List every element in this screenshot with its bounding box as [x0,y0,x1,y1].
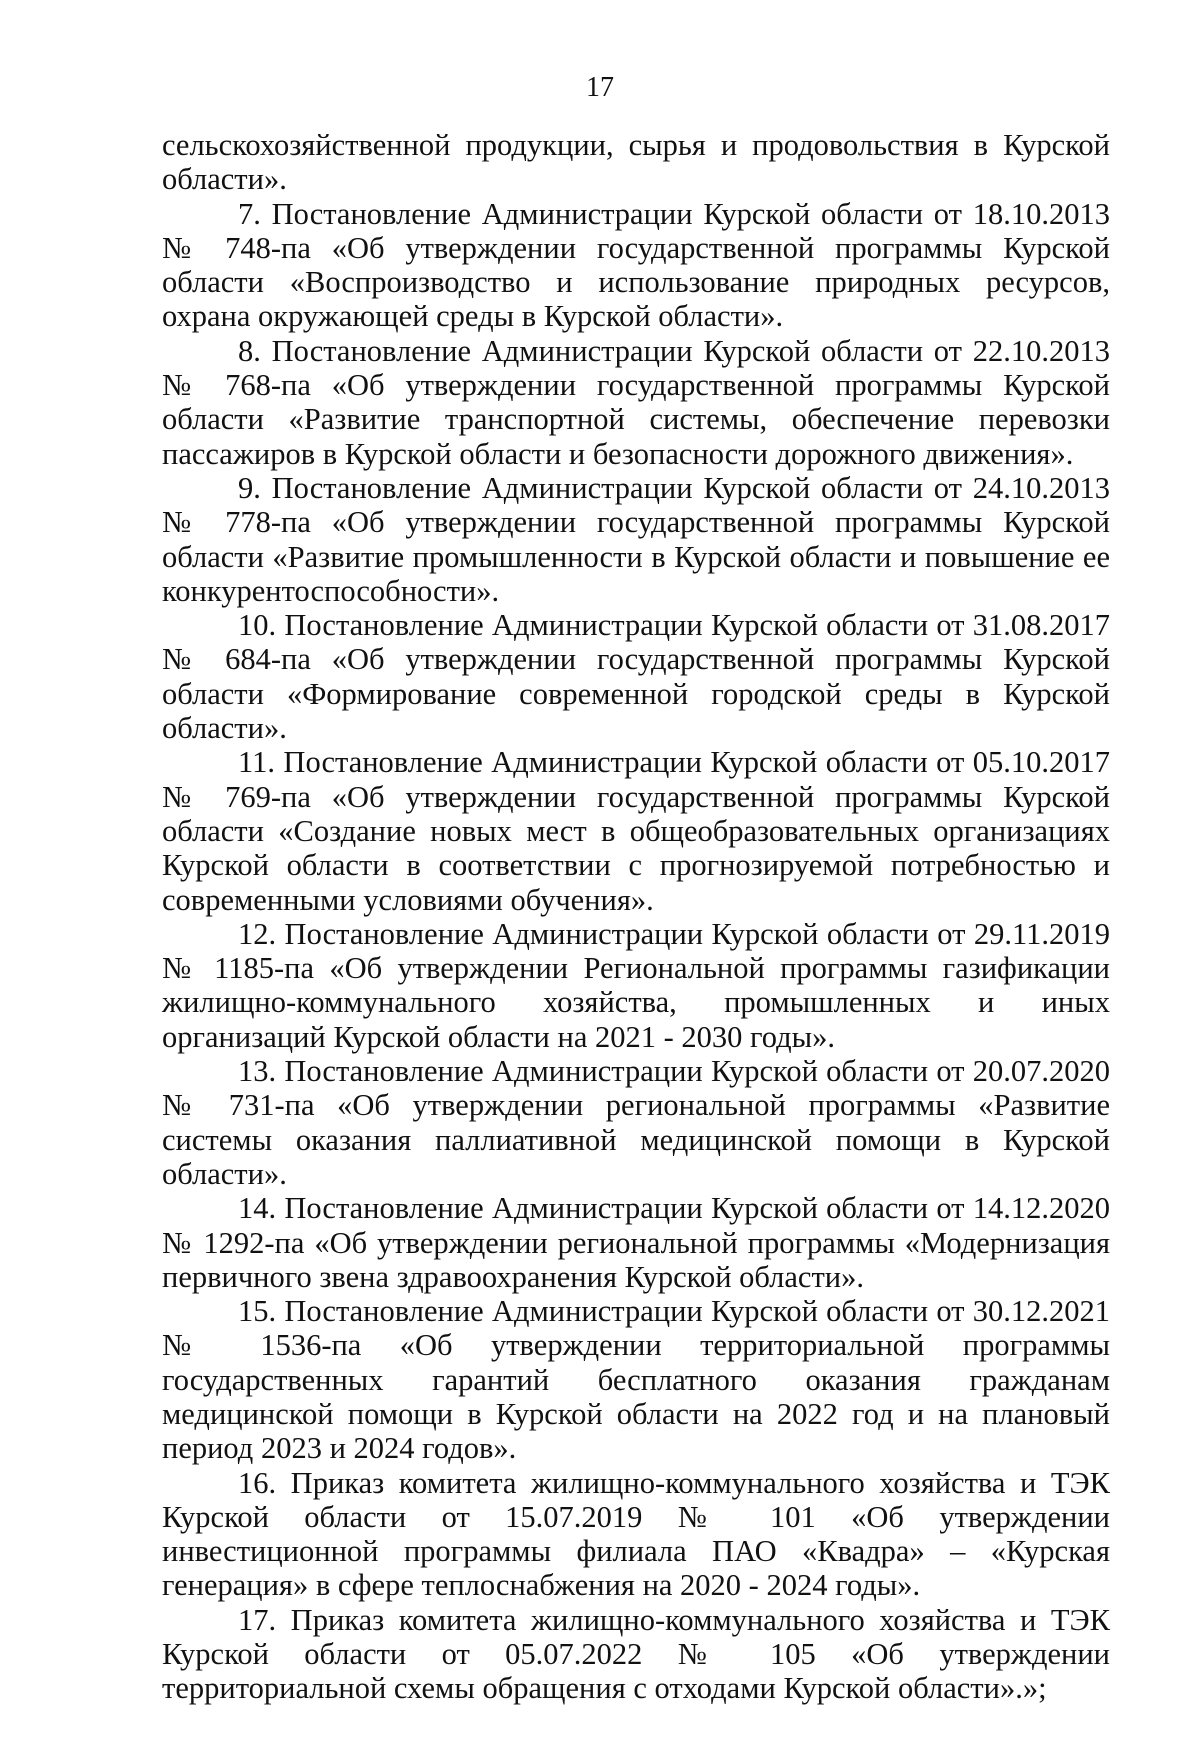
list-item-11: 11. Постановление Администрации Курской области от 05.10.2017 № 769-па «Об утверждении государственной программы Курской области «Создание новых мест в общеобразовательных организациях Курской области в соответствии с прогнозируемой потребностью и современными условиями обучения». [162,745,1110,917]
list-item-12: 12. Постановление Администрации Курской области от 29.11.2019 № 1185-па «Об утверждении Региональной программы газификации жилищно-коммунального хозяйства, промышленных и иных организаций Курской области на 2021 - 2030 годы». [162,916,1110,1054]
page-number: 17 [586,72,614,103]
paragraph-continuation: сельскохозяйственной продукции, сырья и продовольствия в Курской области». [162,128,1110,197]
document-body [162,128,1110,1706]
list-item-7: 7. Постановление Администрации Курской области от 18.10.2013 № 748-па «Об утверждении государственной программы Курской области «Воспроизводство и использование природных ресурсов, охрана окружающей среды в Курской области». [162,196,1110,334]
list-item-17: 17. Приказ комитета жилищно-коммунального хозяйства и ТЭК Курской области от 05.07.2022 № 105 «Об утверждении территориальной схемы обращения с отходами Курской области».»; [162,1602,1110,1706]
list-item-8: 8. Постановление Администрации Курской области от 22.10.2013 № 768-па «Об утверждении государственной программы Курской области «Развитие транспортной системы, обеспечение перевозки пассажиров в Курской области и безопасности дорожного движения». [162,333,1110,471]
list-item-10: 10. Постановление Администрации Курской области от 31.08.2017 № 684-па «Об утверждении государственной программы Курской области «Формирование современной городской среды в Курской области». [162,608,1110,746]
list-item-14: 14. Постановление Администрации Курской области от 14.12.2020 № 1292-па «Об утверждении региональной программы «Модернизация первичного звена здравоохранения Курской области». [162,1191,1110,1294]
list-item-15: 15. Постановление Администрации Курской области от 30.12.2021 № 1536-па «Об утверждении территориальной программы государственных гарантий бесплатного оказания гражданам медицинской помощи в Курской области на 2022 год и на плановый период 2023 и 2024 годов». [162,1294,1110,1466]
list-item-13: 13. Постановление Администрации Курской области от 20.07.2020 № 731-па «Об утверждении региональной программы «Развитие системы оказания паллиативной медицинской помощи в Курской области». [162,1054,1110,1191]
list-item-9: 9. Постановление Администрации Курской области от 24.10.2013 № 778-па «Об утверждении государственной программы Курской области «Развитие промышленности в Курской области и повышение ее конкурентоспособности». [162,470,1110,608]
list-item-16: 16. Приказ комитета жилищно-коммунального хозяйства и ТЭК Курской области от 15.07.2019 № 101 «Об утверждении инвестиционной программы филиала ПАО «Квадра» – «Курская генерация» в сфере теплоснабжения на 2020 - 2024 годы». [162,1465,1110,1603]
